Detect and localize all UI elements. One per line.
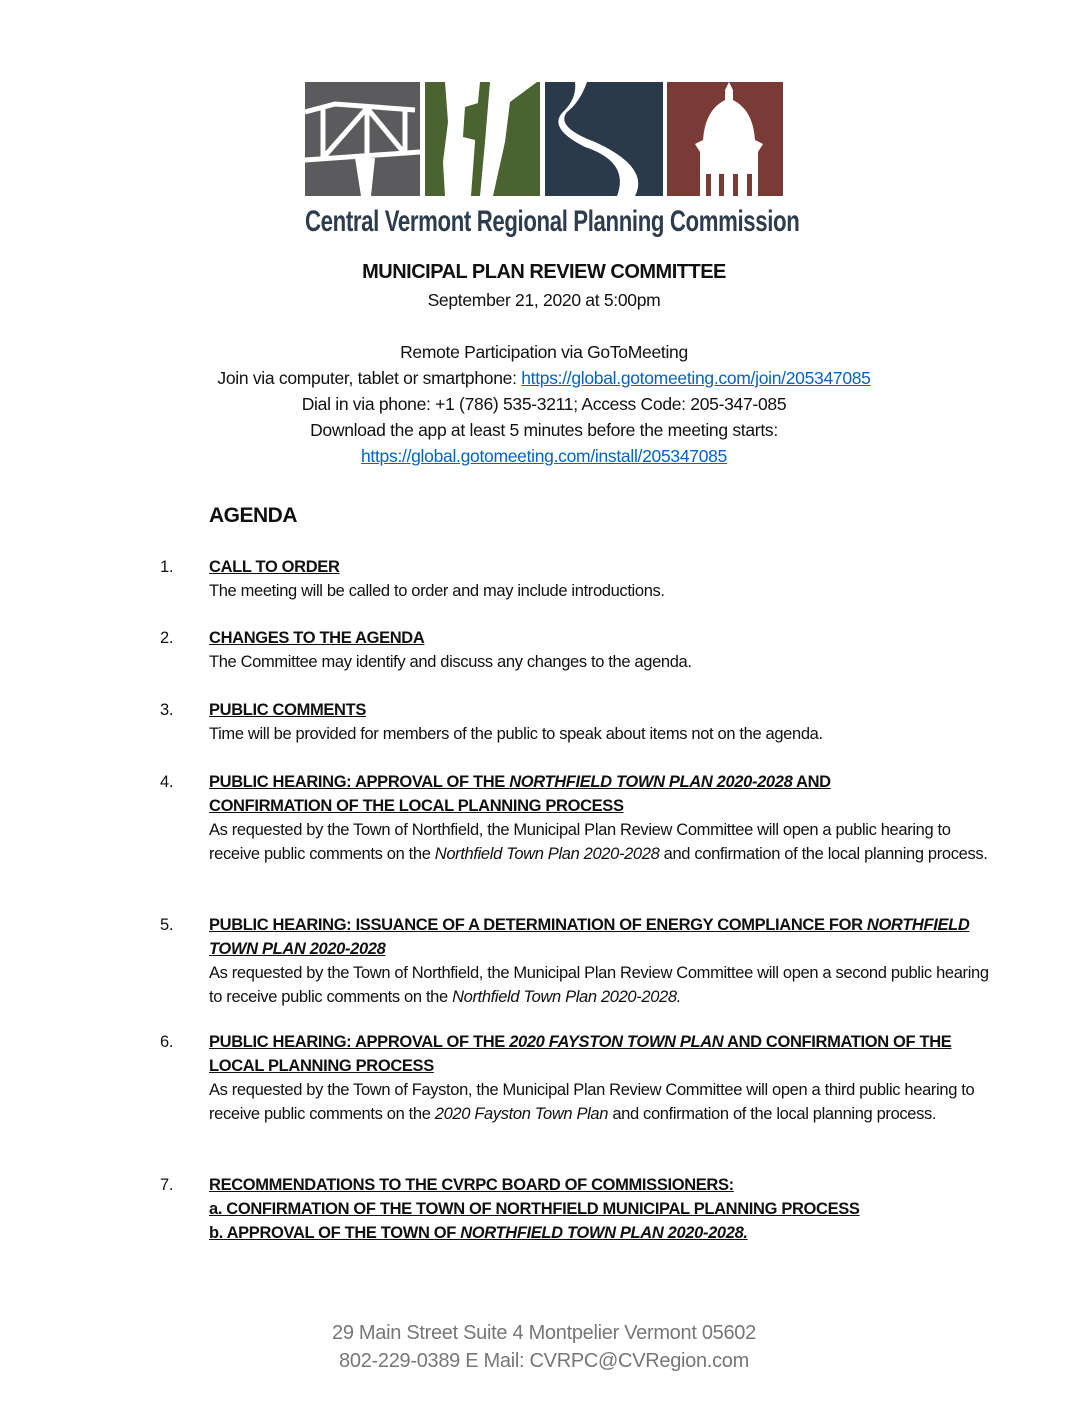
item-heading xyxy=(209,1030,1000,1054)
description-segment: The meeting will be called to order and may include introductions. xyxy=(209,582,665,600)
item-heading xyxy=(209,1054,1000,1078)
agenda-item xyxy=(160,1173,1000,1245)
description-segment: Northfield Town Plan 2020-2028. xyxy=(452,988,681,1006)
item-heading xyxy=(209,698,1000,722)
item-description xyxy=(209,722,1000,746)
item-number: 3. xyxy=(160,701,174,719)
download-note: Download the app at least 5 minutes before the meeting starts: xyxy=(310,420,778,440)
heading-segment: AND xyxy=(792,773,831,791)
description-segment: As requested by the Town of Northfield, the Municipal Plan Review Committee will open a second public hearing to receive public comments on the xyxy=(209,964,989,1006)
item-heading xyxy=(209,937,1000,961)
item-description xyxy=(209,818,1000,866)
item-description xyxy=(209,1078,1000,1126)
footer-contact: 802-229-0389 E Mail: CVRPC@CVRegion.com xyxy=(339,1350,749,1372)
agenda-item xyxy=(160,1030,1000,1126)
join-line xyxy=(0,368,1088,389)
item-number: 2. xyxy=(160,629,174,647)
description-segment: 2020 Fayston Town Plan xyxy=(434,1105,609,1123)
heading-segment: NORTHFIELD xyxy=(866,916,970,934)
heading-segment: PUBLIC HEARING: ISSUANCE OF A DETERMINATION OF ENERGY COMPLIANCE FOR xyxy=(209,916,867,934)
item-heading xyxy=(209,1197,1000,1221)
item-heading xyxy=(209,770,1000,794)
item-description xyxy=(209,579,1000,603)
heading-segment: NORTHFIELD TOWN PLAN 2020-2028 xyxy=(509,773,793,791)
item-heading xyxy=(209,555,1000,579)
item-heading xyxy=(209,794,1000,818)
item-number: 1. xyxy=(160,558,174,576)
item-heading xyxy=(209,1173,1000,1197)
heading-segment: RECOMMENDATIONS TO THE CVRPC BOARD OF COMMISSIONERS: xyxy=(209,1176,734,1194)
heading-segment: a. CONFIRMATION OF THE TOWN OF NORTHFIELD MUNICIPAL PLANNING PROCESS xyxy=(209,1200,860,1218)
logo-wordmark: Central Vermont Regional Planning Commission xyxy=(305,205,800,238)
agenda-item xyxy=(160,555,1000,603)
item-number: 7. xyxy=(160,1176,174,1194)
description-segment: and confirmation of the local planning process. xyxy=(608,1105,937,1123)
agenda-item xyxy=(160,698,1000,746)
description-segment: and confirmation of the local planning process. xyxy=(659,845,988,863)
item-description xyxy=(209,961,1000,1009)
description-segment: As requested by the Town of Northfield, the Municipal Plan Review Committee will open a public hearing to receive public comments on the xyxy=(209,821,951,863)
footer-address: 29 Main Street Suite 4 Montpelier Vermont 05602 xyxy=(332,1322,756,1344)
item-number: 6. xyxy=(160,1033,174,1051)
meeting-date: September 21, 2020 at 5:00pm xyxy=(427,290,661,310)
item-heading xyxy=(209,913,1000,937)
join-link[interactable]: https://global.gotomeeting.com/join/205347085 xyxy=(521,368,871,388)
install-link[interactable]: https://global.gotomeeting.com/install/205347085 xyxy=(361,446,727,466)
item-number: 5. xyxy=(160,916,174,934)
heading-segment: b. APPROVAL OF THE TOWN OF xyxy=(209,1224,461,1242)
agenda-item xyxy=(160,913,1000,1009)
description-segment: The Committee may identify and discuss any changes to the agenda. xyxy=(209,653,692,671)
heading-segment: AND CONFIRMATION OF THE xyxy=(723,1033,952,1051)
item-description xyxy=(209,650,1000,674)
page-title: MUNICIPAL PLAN REVIEW COMMITTEE xyxy=(362,261,726,283)
install-line xyxy=(0,446,1088,467)
item-heading xyxy=(209,1221,1000,1245)
agenda-item xyxy=(160,770,1000,866)
dial-in: Dial in via phone: +1 (786) 535-3211; Access Code: 205-347-085 xyxy=(301,394,787,414)
remote-participation: Remote Participation via GoToMeeting xyxy=(400,342,688,362)
description-segment: Northfield Town Plan 2020-2028 xyxy=(434,845,660,863)
heading-segment: PUBLIC HEARING: APPROVAL OF THE xyxy=(209,773,510,791)
heading-segment: PUBLIC COMMENTS xyxy=(209,701,366,719)
item-number: 4. xyxy=(160,773,174,791)
heading-segment: PUBLIC HEARING: APPROVAL OF THE xyxy=(209,1033,510,1051)
heading-segment: NORTHFIELD TOWN PLAN 2020-2028. xyxy=(460,1224,748,1242)
heading-segment: 2020 FAYSTON TOWN PLAN xyxy=(509,1033,724,1051)
description-segment: Time will be provided for members of the public to speak about items not on the agenda. xyxy=(209,725,823,743)
heading-segment: CALL TO ORDER xyxy=(209,558,340,576)
join-label: Join via computer, tablet or smartphone: xyxy=(217,368,522,388)
heading-segment: TOWN PLAN 2020-2028 xyxy=(209,940,386,958)
heading-segment: LOCAL PLANNING PROCESS xyxy=(209,1057,434,1075)
agenda-item xyxy=(160,626,1000,674)
item-heading xyxy=(209,626,1000,650)
agenda-heading: AGENDA xyxy=(209,504,298,527)
heading-segment: CHANGES TO THE AGENDA xyxy=(209,629,425,647)
description-segment: As requested by the Town of Fayston, the Municipal Plan Review Committee will open a third public hearing to receive public comments on the xyxy=(209,1081,975,1123)
heading-segment: CONFIRMATION OF THE LOCAL PLANNING PROCESS xyxy=(209,797,624,815)
